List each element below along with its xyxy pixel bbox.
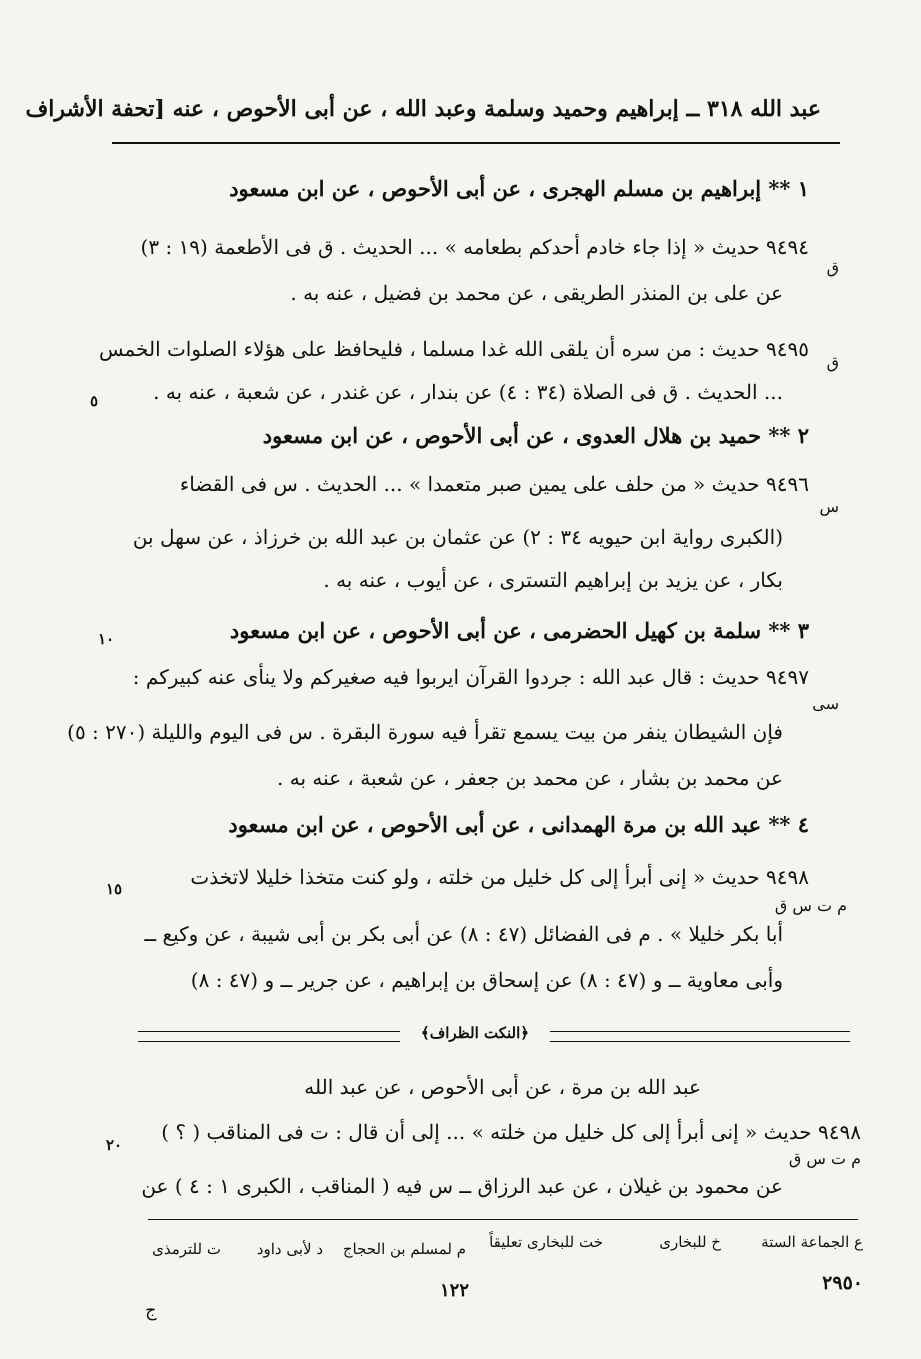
line-number: ٢٠	[106, 1136, 123, 1154]
hadith-line: عن محمد بن بشار ، عن محمد بن جعفر ، عن شعبة ، عنه به .	[277, 766, 783, 790]
header-rule	[112, 142, 840, 144]
nukat-line: عن محمود بن غيلان ، عن عبد الرزاق ــ س فيه ( المناقب ، الكبرى ١ : ٤ ) عن	[141, 1174, 783, 1198]
sigla-margin: م ت س ق	[774, 896, 847, 915]
line-number: ١٥	[106, 880, 123, 898]
sigla-key: خت للبخارى تعليقاً	[489, 1233, 603, 1251]
line-number: ١٠	[98, 630, 115, 648]
sigla-key: م لمسلم بن الحجاج	[342, 1240, 466, 1258]
section-heading: ٤ ** عبد الله بن مرة الهمدانى ، عن أبى الأحوص ، عن ابن مسعود	[228, 812, 809, 837]
line-number: ٥	[90, 392, 99, 410]
footnote-rule	[148, 1219, 858, 1220]
hadith-line: عن على بن المنذر الطريقى ، عن محمد بن فضيل ، عنه به .	[290, 281, 783, 305]
signature-mark: ج	[145, 1300, 157, 1321]
hadith-line: وأبى معاوية ــ و (٤٧ : ٨) عن إسحاق بن إبراهيم ، عن جرير ــ و (٤٧ : ٨)	[190, 968, 783, 992]
sigla-margin: م ت س ق	[788, 1149, 861, 1168]
hadith-line: ٩٤٩٦ حديث « من حلف على يمين صبر متعمدا » ... الحديث . س فى القضاء	[179, 472, 809, 496]
hadith-line: ... الحديث . ق فى الصلاة (٣٤ : ٤) عن بندار ، عن غندر ، عن شعبة ، عنه به .	[153, 380, 783, 404]
hadith-line: ٩٤٩٨ حديث « إنى أبرأ إلى كل خليل من خلته ، ولو كنت متخذا خليلا لاتخذت	[190, 865, 809, 889]
sigla-key: خ للبخارى	[659, 1233, 721, 1251]
sigla-margin: ق	[826, 258, 839, 277]
sigla-key: د لأبى داود	[256, 1240, 323, 1258]
ornament-close: ﴾	[420, 1024, 430, 1042]
section-heading: ٣ ** سلمة بن كهيل الحضرمى ، عن أبى الأحوص ، عن ابن مسعود	[229, 618, 809, 643]
hadith-line: فإن الشيطان ينفر من بيت يسمع تقرأ فيه سورة البقرة . س فى اليوم والليلة (٢٧٠ : ٥)	[67, 720, 783, 744]
hadith-line: بكار ، عن يزيد بن إبراهيم التسترى ، عن أيوب ، عنه به .	[323, 568, 783, 592]
hadith-line: ٩٤٩٧ حديث : قال عبد الله : جردوا القرآن ايربوا فيه صغيركم ولا ينأى عنه كبيركم :	[132, 665, 809, 689]
section-heading: ٢ ** حميد بن هلال العدوى ، عن أبى الأحوص ، عن ابن مسعود	[262, 423, 809, 448]
sigla-key: ت للترمذى	[152, 1240, 221, 1258]
nukat-title: ﴿النكت الظراف﴾	[400, 1024, 550, 1042]
hadith-line: ٩٤٩٥ حديث : من سره أن يلقى الله غدا مسلما ، فليحافظ على هؤلاء الصلوات الخمس	[99, 337, 809, 361]
sigla-margin: س	[819, 497, 839, 516]
hadith-line: (الكبرى رواية ابن حيويه ٣٤ : ٢) عن عثمان بن عبد الله بن خرزاذ ، عن سهل بن	[132, 525, 783, 549]
sigla-margin: ق	[826, 353, 839, 372]
hadith-line: أبا بكر خليلا » . م فى الفضائل (٤٧ : ٨) عن أبى بكر بن أبى شيبة ، عن وكيع ــ	[144, 922, 783, 946]
hadith-line: ٩٤٩٤ حديث « إذا جاء خادم أحدكم بطعامه » ... الحديث . ق فى الأطعمة (١٩ : ٣)	[140, 235, 809, 259]
sigla-key: ع الجماعة الستة	[761, 1233, 863, 1251]
sigla-margin: سى	[812, 694, 839, 713]
nukat-line: ٩٤٩٨ حديث « إنى أبرأ إلى كل خليل من خلته » ... إلى أن قال : ت فى المناقب ( ؟ )	[161, 1120, 861, 1144]
running-header: عبد الله ٣١٨ ــ إبراهيم وحميد وسلمة وعبد الله ، عن أبى الأحوص ، عنه [تحفة الأشراف	[25, 96, 821, 122]
catalog-number: ٢٩٥٠	[822, 1272, 863, 1294]
page-number: ١٢٢	[440, 1280, 470, 1301]
ornament-open: ﴿	[520, 1024, 530, 1042]
section-heading: ١ ** إبراهيم بن مسلم الهجرى ، عن أبى الأحوص ، عن ابن مسعود	[229, 176, 809, 201]
nukat-heading: عبد الله بن مرة ، عن أبى الأحوص ، عن عبد الله	[304, 1075, 701, 1099]
